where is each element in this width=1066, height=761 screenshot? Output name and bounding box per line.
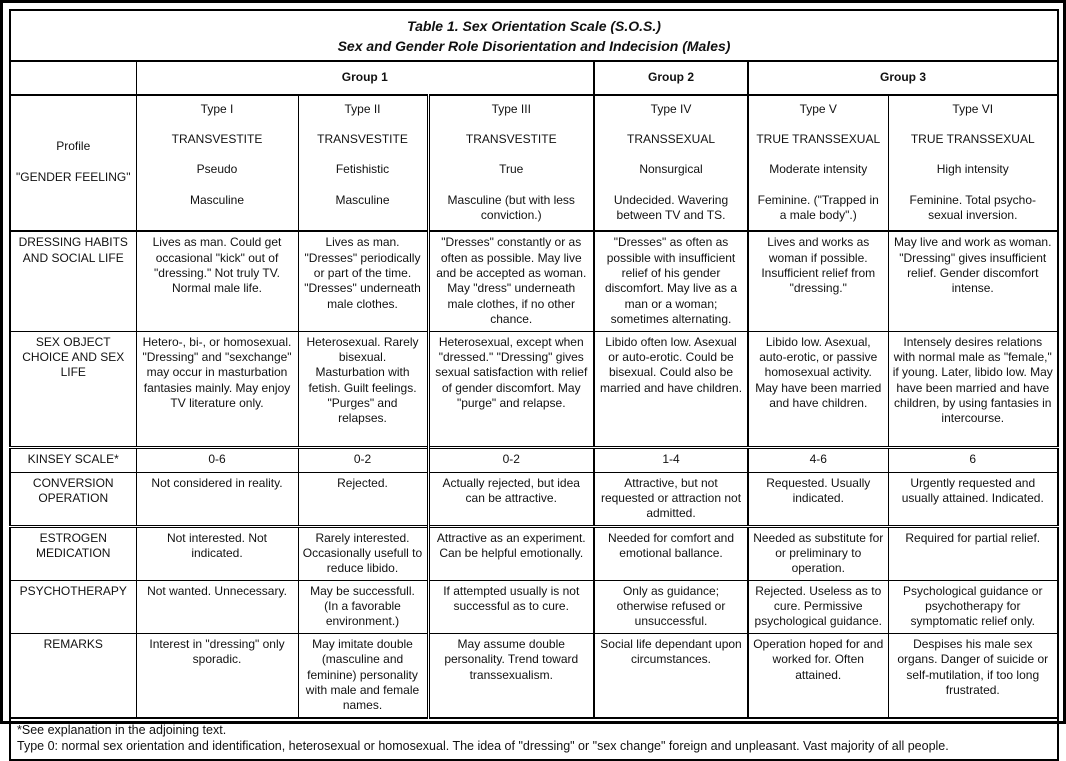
table-cell: Only as guidance; otherwise refused or unsuccessful. <box>594 580 748 633</box>
table-cell: Rarely interested. Occasionally usefull to reduce libido. <box>298 526 428 580</box>
type-label: Type III <box>491 101 531 116</box>
table-cell: Required for partial relief. <box>888 526 1058 580</box>
type-feeling: Masculine <box>335 192 390 207</box>
table-cell: 0-2 <box>428 447 594 472</box>
type-feeling: Masculine <box>189 192 245 207</box>
table-cell: Libido often low. Asexual or auto-erotic. Could be bisexual. Could also be married and have children. <box>594 331 748 447</box>
type-name: TRANSVESTITE <box>465 131 557 146</box>
table-cell: Hetero-, bi-, or homosexual. "Dressing" and "sexchange" may occur in masturbation fantasies mainly. May enjoy TV literature only. <box>136 331 298 447</box>
table-cell: Not considered in reality. <box>136 472 298 526</box>
table-cell: Lives and works as woman if possible. Insufficient relief from "dressing." <box>748 231 888 331</box>
table-cell: May imitate double (masculine and feminine) personality with male and female names. <box>298 633 428 717</box>
table-cell: Heterosexual. Rarely bisexual. Masturbation with fetish. Guilt feelings. "Purges" and relapses. <box>298 331 428 447</box>
footnote-2: Type 0: normal sex orientation and identification, heterosexual or homosexual. The idea of "dressing" or "sex change" foreign and unpleasant. Vast majority of all people. <box>17 739 949 754</box>
type-subtype: True <box>499 162 524 177</box>
footnote-1: *See explanation in the adjoining text. <box>17 722 227 737</box>
title-cell <box>10 10 1058 61</box>
table-cell: Lives as man. Could get occasional "kick" out of "dressing." Not truly TV. Normal male life. <box>136 231 298 331</box>
table-cell: Social life dependant upon circumstances. <box>594 633 748 717</box>
col-header-type-iii <box>428 95 594 232</box>
table-cell: Operation hoped for and worked for. Often attained. <box>748 633 888 717</box>
table-cell: Heterosexual, except when "dressed." "Dressing" gives sexual satisfaction with relief of gender discomfort. May "purge" and relapse. <box>428 331 594 447</box>
col-header-type-v <box>748 95 888 232</box>
type-name: TRANSVESTITE <box>317 131 408 146</box>
type-feeling: Undecided. Wavering between TV and TS. <box>613 192 729 223</box>
type-name: TRANSSEXUAL <box>626 131 716 146</box>
table-cell: Attractive as an experiment. Can be helpful emotionally. <box>428 526 594 580</box>
table-cell: 1-4 <box>594 447 748 472</box>
table-cell: Not wanted. Unnecessary. <box>136 580 298 633</box>
type-subtype: Pseudo <box>196 162 238 177</box>
table-cell: "Dresses" constantly or as often as possible. May live and be accepted as woman. May "dress" underneath male clothes, if no other chance. <box>428 231 594 331</box>
row-label-psychotherapy: PSYCHOTHERAPY <box>10 580 136 633</box>
col-header-type-ii <box>298 95 428 232</box>
row-label-remarks: REMARKS <box>10 633 136 717</box>
table-cell: Actually rejected, but idea can be attractive. <box>428 472 594 526</box>
table-cell: 6 <box>888 447 1058 472</box>
col-header-type-i <box>136 95 298 232</box>
type-subtype: Fetishistic <box>335 162 390 177</box>
table-cell: If attempted usually is not successful as to cure. <box>428 580 594 633</box>
row-label-dressing-habits: DRESSING HABITS AND SOCIAL LIFE <box>10 231 136 331</box>
type-name: TRUE TRANSSEXUAL <box>910 131 1035 146</box>
table-cell: Despises his male sex organs. Danger of suicide or self-mutilation, if too long frustrated. <box>888 633 1058 717</box>
table-cell: "Dresses" as often as possible with insufficient relief of his gender discomfort. May live as a man or a woman; sometimes alternating. <box>594 231 748 331</box>
table-cell: Attractive, but not requested or attraction not admitted. <box>594 472 748 526</box>
table-cell: Urgently requested and usually attained. Indicated. <box>888 472 1058 526</box>
table-cell: May live and work as woman. "Dressing" gives insufficient relief. Gender discomfort intense. <box>888 231 1058 331</box>
row-label-sex-object: SEX OBJECT CHOICE AND SEX LIFE <box>10 331 136 447</box>
sos-table <box>9 9 1059 761</box>
table-cell: 4-6 <box>748 447 888 472</box>
type-subtype: Nonsurgical <box>639 162 703 177</box>
type-label: Type I <box>200 101 234 116</box>
row-label-kinsey-scale: KINSEY SCALE* <box>10 447 136 472</box>
table-cell: Not interested. Not indicated. <box>136 526 298 580</box>
type-name: TRUE TRANSSEXUAL <box>756 131 881 146</box>
group-2-header: Group 2 <box>594 61 748 95</box>
table-cell: Libido low. Asexual, auto-erotic, or passive homosexual activity. May have been married and have children. <box>748 331 888 447</box>
table-cell: Interest in "dressing" only sporadic. <box>136 633 298 717</box>
table-cell: Lives as man. "Dresses" periodically or part of the time. "Dresses" underneath male clothes. <box>298 231 428 331</box>
type-subtype: High intensity <box>936 162 1009 177</box>
table-cell: 0-6 <box>136 447 298 472</box>
table-cell: 0-2 <box>298 447 428 472</box>
table-cell: Psychological guidance or psychotherapy for symptomatic relief only. <box>888 580 1058 633</box>
type-feeling: Feminine. Total psycho-sexual inversion. <box>909 192 1037 223</box>
table-cell: Requested. Usually indicated. <box>748 472 888 526</box>
type-name: TRANSVESTITE <box>171 131 263 146</box>
profile-row-label <box>10 95 136 232</box>
table-cell: Intensely desires relations with normal male as "female," if young. Later, libido low. May have been married and have children, by using fantasies in intercourse. <box>888 331 1058 447</box>
type-feeling: Feminine. ("Trapped in a male body".) <box>757 192 879 223</box>
profile-label: Profile <box>56 138 91 153</box>
row-label-conversion-operation: CONVERSION OPERATION <box>10 472 136 526</box>
col-header-type-vi <box>888 95 1058 232</box>
type-subtype: Moderate intensity <box>769 162 868 177</box>
group-3-header: Group 3 <box>748 61 1058 95</box>
gender-feeling-label: "GENDER FEELING" <box>15 169 131 184</box>
table-cell: Rejected. <box>298 472 428 526</box>
group-1-header: Group 1 <box>136 61 594 95</box>
type-feeling: Masculine (but with less conviction.) <box>447 192 575 223</box>
type-label: Type II <box>344 101 381 116</box>
table-subtitle: Sex and Gender Role Disorientation and Indecision (Males) <box>337 38 731 55</box>
table-cell: May be successfull. (In a favorable environment.) <box>298 580 428 633</box>
table-cell: Needed as substitute for or preliminary to operation. <box>748 526 888 580</box>
type-label: Type VI <box>952 101 994 116</box>
table-cell: May assume double personality. Trend toward transsexualism. <box>428 633 594 717</box>
corner-blank-cell <box>10 61 136 95</box>
type-label: Type V <box>799 101 837 116</box>
table-title: Table 1. Sex Orientation Scale (S.O.S.) <box>407 18 661 34</box>
type-label: Type IV <box>650 101 692 116</box>
row-label-estrogen-medication: ESTROGEN MEDICATION <box>10 526 136 580</box>
col-header-type-iv <box>594 95 748 232</box>
table-cell: Rejected. Useless as to cure. Permissive psychological guidance. <box>748 580 888 633</box>
table-cell: Needed for comfort and emotional ballance. <box>594 526 748 580</box>
